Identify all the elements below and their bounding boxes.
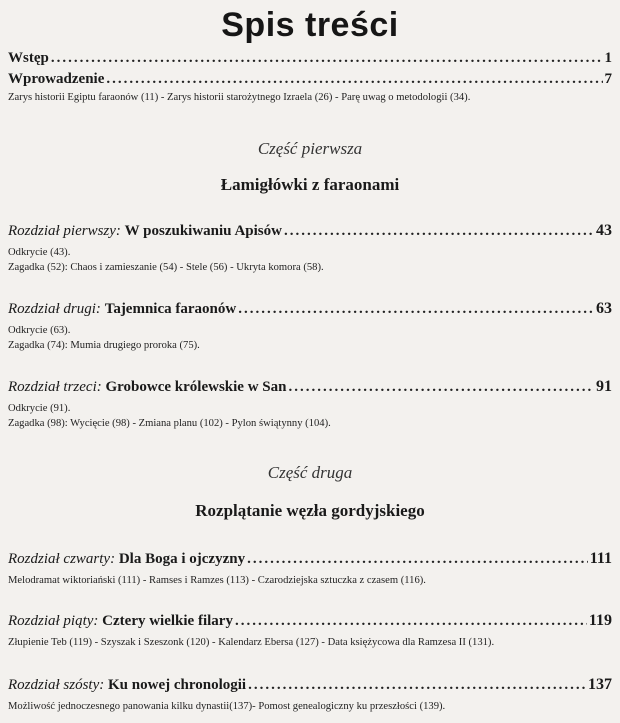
page-title: Spis treści bbox=[221, 6, 399, 44]
chapter-subtopic: Odkrycie (91). bbox=[8, 403, 71, 414]
chapter-subtopic: Złupienie Teb (119) - Szyszak i Szeszonk (120) - Kalendarz Ebersa (127) - Data księżycowa dla Ramzesa II (131). bbox=[8, 637, 495, 648]
entry-label: Wprowadzenie bbox=[8, 71, 105, 87]
chapter-prefix: Rozdział szósty: bbox=[8, 677, 105, 693]
toc-chapter bbox=[8, 300, 612, 318]
chapter-title: Tajemnica faraonów bbox=[104, 301, 237, 317]
entry-page: 137 bbox=[588, 676, 612, 693]
entry-page: 111 bbox=[589, 550, 612, 567]
entry-subtopics: Zarys historii Egiptu faraonów (11) - Zarys historii starożytnego Izraela (26) - Parę uwag o metodologii (34). bbox=[8, 92, 471, 103]
chapter-title: Dla Boga i ojczyzny bbox=[118, 551, 246, 567]
chapter-subtopic: Melodramat wiktoriański (111) - Ramses i Ramzes (113) - Czarodziejska sztuczka z czasem (116). bbox=[8, 575, 426, 586]
toc-chapter bbox=[8, 222, 612, 240]
chapter-prefix: Rozdział pierwszy: bbox=[8, 223, 121, 239]
leader-dots bbox=[235, 613, 587, 630]
toc-entry-wstep bbox=[8, 50, 612, 67]
part-heading: Część druga bbox=[267, 463, 353, 482]
chapter-subtopic: Odkrycie (63). bbox=[8, 325, 71, 336]
chapter-subtopic: Odkrycie (43). bbox=[8, 247, 71, 258]
part-heading: Część pierwsza bbox=[257, 139, 363, 158]
toc-chapter bbox=[8, 676, 612, 694]
entry-page: 119 bbox=[588, 612, 612, 629]
toc-chapter bbox=[8, 550, 612, 568]
entry-page: 43 bbox=[596, 222, 612, 239]
chapter-title: W poszukiwaniu Apisów bbox=[124, 223, 282, 239]
leader-dots bbox=[288, 379, 594, 396]
entry-page: 91 bbox=[596, 378, 612, 395]
entry-page: 63 bbox=[596, 300, 612, 317]
leader-dots bbox=[248, 677, 586, 694]
chapter-prefix: Rozdział trzeci: bbox=[8, 379, 102, 395]
entry-page: 1 bbox=[604, 50, 612, 66]
leader-dots bbox=[284, 223, 594, 240]
chapter-subtopic: Zagadka (52): Chaos i zamieszanie (54) - Stele (56) - Ukryta komora (58). bbox=[8, 262, 324, 273]
chapter-subtopic: Zagadka (74): Mumia drugiego proroka (75). bbox=[8, 340, 200, 351]
chapter-prefix: Rozdział drugi: bbox=[8, 301, 101, 317]
chapter-title: Ku nowej chronologii bbox=[108, 677, 247, 693]
leader-dots bbox=[238, 301, 594, 318]
entry-page: 7 bbox=[604, 71, 612, 87]
chapter-prefix: Rozdział czwarty: bbox=[8, 551, 116, 567]
chapter-title: Grobowce królewskie w San bbox=[105, 379, 287, 395]
part-title: Łamigłówki z faraonami bbox=[220, 175, 400, 194]
chapter-prefix: Rozdział piąty: bbox=[8, 613, 99, 629]
toc-chapter bbox=[8, 612, 612, 630]
entry-label: Wstęp bbox=[8, 50, 49, 66]
chapter-title: Cztery wielkie filary bbox=[102, 613, 233, 629]
leader-dots bbox=[247, 551, 588, 568]
chapter-subtopic: Możliwość jednoczesnego panowania kilku dynastii(137)- Pomost genealogiczny ku przeszłości (139). bbox=[8, 701, 446, 712]
part-title: Rozplątanie węzła gordyjskiego bbox=[195, 501, 425, 520]
leader-dots bbox=[51, 50, 603, 67]
leader-dots bbox=[106, 71, 602, 88]
chapter-subtopic: Zagadka (98): Wycięcie (98) - Zmiana planu (102) - Pylon świątynny (104). bbox=[8, 418, 331, 429]
toc-entry-wprowadzenie bbox=[8, 71, 612, 88]
toc-chapter bbox=[8, 378, 612, 396]
